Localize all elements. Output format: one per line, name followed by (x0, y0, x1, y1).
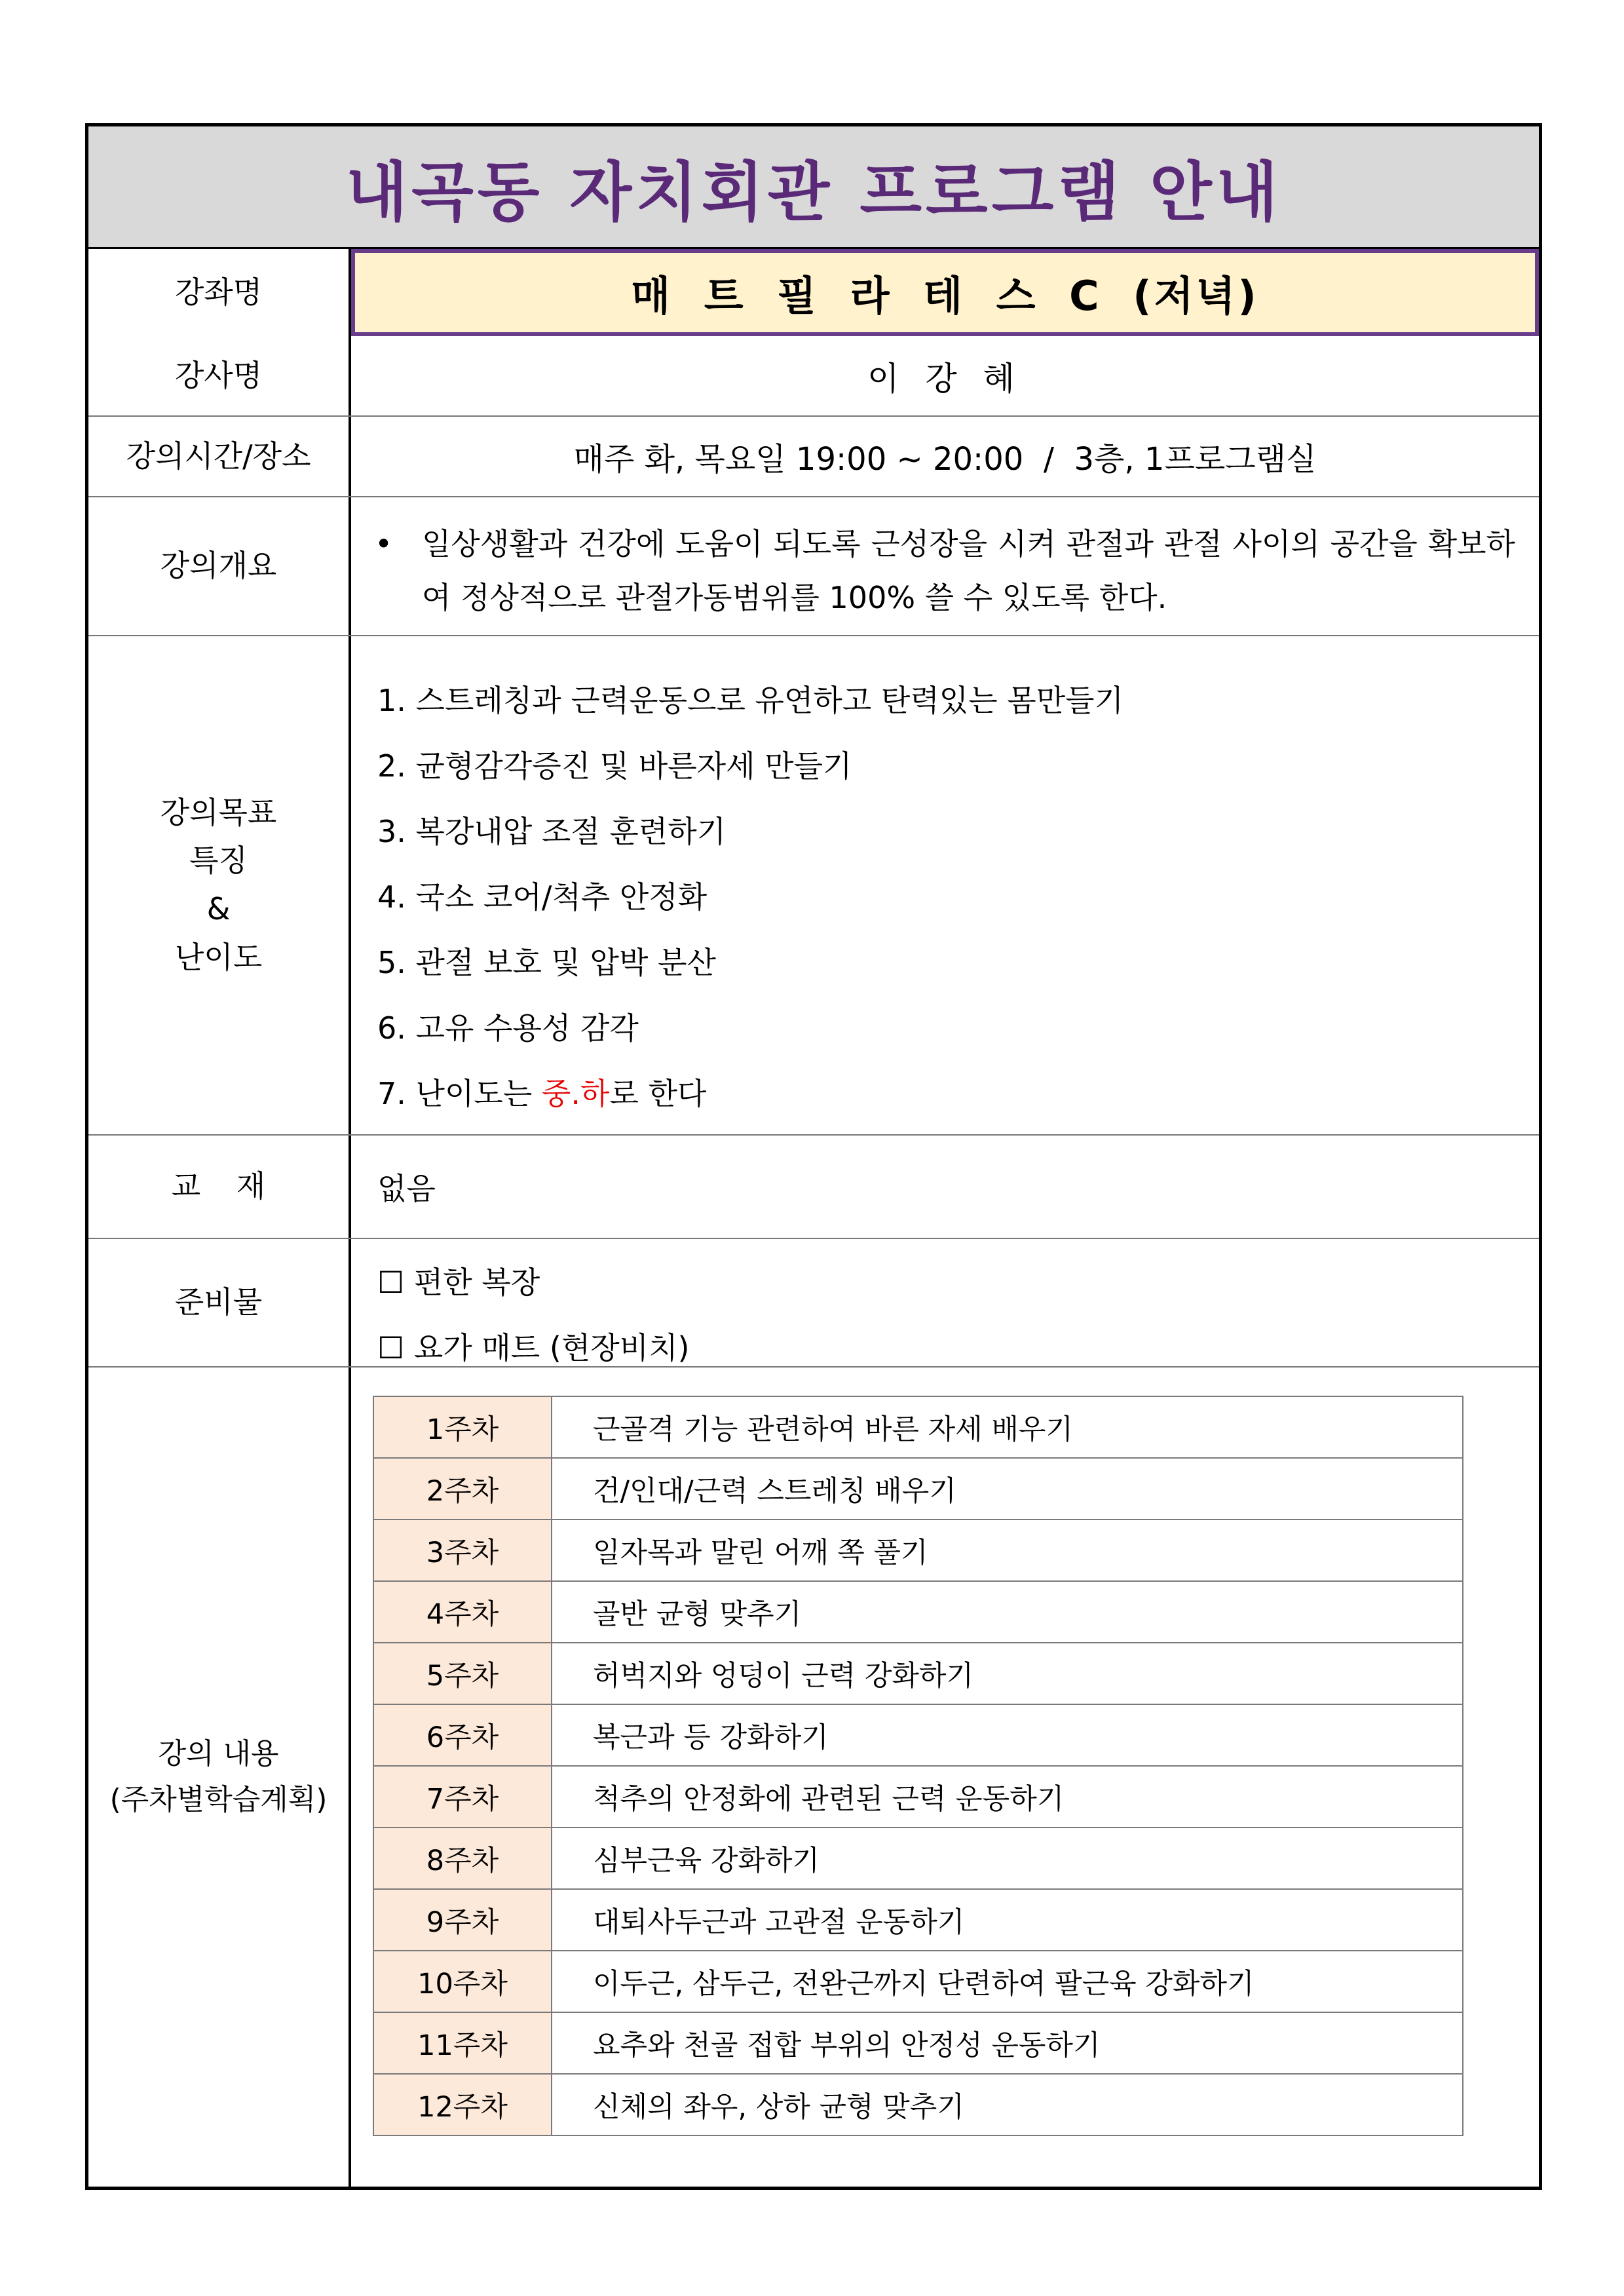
week-row (373, 1581, 1463, 1643)
program-sheet (85, 123, 1542, 2190)
week-row (373, 1889, 1463, 1951)
textbook-label (88, 1136, 351, 1238)
week-number: 4주차 (373, 1581, 552, 1643)
week-topic: 신체의 좌우, 상하 균형 맞추기 (552, 2074, 1463, 2135)
goal-item: 6. 고유 수용성 감각 (377, 1010, 639, 1046)
course-label: 강좌명 (88, 249, 351, 336)
instructor-name: 이 강 혜 (867, 359, 1023, 398)
title-bar (88, 126, 1539, 249)
difficulty-level: 중.하 (541, 1076, 610, 1111)
row-goals (88, 636, 1539, 1136)
week-number: 9주차 (373, 1889, 552, 1951)
goal-item: 4. 국소 코어/척추 안정화 (377, 879, 708, 915)
week-number: 1주차 (373, 1396, 552, 1458)
textbook-value: 없음 (377, 1171, 436, 1206)
week-topic: 복근과 등 강화하기 (552, 1704, 1463, 1766)
instructor-cell (351, 336, 1539, 415)
row-textbook (88, 1136, 1539, 1239)
goal-item: 3. 복강내압 조절 훈련하기 (377, 814, 727, 849)
week-number: 5주차 (373, 1643, 552, 1704)
week-number: 11주차 (373, 2012, 552, 2074)
overview-bullet: • (375, 526, 393, 562)
week-topic: 이두근, 삼두근, 전완근까지 단련하여 팔근육 강화하기 (552, 1951, 1463, 2012)
row-content (88, 1368, 1539, 2187)
goals-label-line: & (206, 891, 231, 927)
goals-label-line: 난이도 (174, 939, 263, 975)
week-number: 2주차 (373, 1458, 552, 1520)
instructor-label: 강사명 (88, 336, 351, 415)
week-row (373, 1766, 1463, 1827)
overview-cell (351, 497, 1539, 635)
row-overview (88, 497, 1539, 636)
week-row (373, 1704, 1463, 1766)
difficulty-prefix: 7. 난이도는 (377, 1076, 542, 1111)
prep-cell (351, 1239, 1539, 1366)
row-prep (88, 1239, 1539, 1368)
week-row (373, 1643, 1463, 1704)
weekly-plan-table (373, 1396, 1463, 2136)
goals-label (88, 636, 351, 1134)
week-topic: 심부근육 강화하기 (552, 1827, 1463, 1889)
week-row (373, 1396, 1463, 1458)
week-row (373, 2012, 1463, 2074)
week-number: 7주차 (373, 1766, 552, 1827)
prep-item: ☐ 요가 매트 (현장비치) (377, 1330, 690, 1366)
schedule-value: 매주 화, 목요일 19:00 ~ 20:00 / 3층, 1프로그램실 (573, 441, 1317, 478)
week-topic: 근골격 기능 관련하여 바른 자세 배우기 (552, 1396, 1463, 1458)
week-topic: 척추의 안정화에 관련된 근력 운동하기 (552, 1766, 1463, 1827)
row-course (88, 249, 1539, 336)
week-number: 3주차 (373, 1520, 552, 1581)
goal-item: 1. 스트레칭과 근력운동으로 유연하고 탄력있는 몸만들기 (377, 683, 1124, 718)
goal-item: 2. 균형감각증진 및 바른자세 만들기 (377, 748, 852, 784)
goals-cell (351, 636, 1539, 1134)
week-topic: 건/인대/근력 스트레칭 배우기 (552, 1458, 1463, 1520)
week-row (373, 2074, 1463, 2135)
week-topic: 요추와 천골 접합 부위의 안정성 운동하기 (552, 2012, 1463, 2074)
content-label-line: 강의 내용 (158, 1736, 279, 1770)
week-row (373, 1827, 1463, 1889)
goals-list (351, 636, 1539, 1126)
difficulty-suffix: 로 한다 (609, 1076, 707, 1111)
content-label-line: (주차별학습계획) (109, 1783, 328, 1816)
goals-label-line: 강의목표 (160, 794, 277, 830)
week-row (373, 1520, 1463, 1581)
content-cell (351, 1368, 1539, 2187)
week-row (373, 1951, 1463, 2012)
week-row (373, 1458, 1463, 1520)
page-title: 내곡동 자치회관 프로그램 안내 (345, 155, 1282, 230)
textbook-cell (351, 1136, 1539, 1238)
row-instructor (88, 336, 1539, 417)
textbook-label-text: 교 재 (171, 1168, 266, 1204)
goals-label-line: 특징 (189, 843, 248, 879)
schedule-label: 강의시간/장소 (88, 417, 351, 496)
row-schedule (88, 417, 1539, 497)
goal-item: 5. 관절 보호 및 압박 분산 (377, 945, 716, 980)
week-number: 12주차 (373, 2074, 552, 2135)
week-topic: 일자목과 말린 어깨 쪽 풀기 (552, 1520, 1463, 1581)
schedule-cell (351, 417, 1539, 496)
week-topic: 대퇴사두근과 고관절 운동하기 (552, 1889, 1463, 1951)
course-name: 매 트 필 라 테 스 C (저녁) (631, 272, 1259, 320)
week-number: 8주차 (373, 1827, 552, 1889)
prep-label: 준비물 (88, 1239, 351, 1366)
course-name-box (351, 249, 1539, 336)
prep-item: ☐ 편한 복장 (377, 1265, 540, 1300)
content-label (88, 1368, 351, 2187)
week-number: 10주차 (373, 1951, 552, 2012)
week-topic: 골반 균형 맞추기 (552, 1581, 1463, 1643)
overview-label: 강의개요 (88, 497, 351, 635)
week-topic: 허벅지와 엉덩이 근력 강화하기 (552, 1643, 1463, 1704)
overview-text: 일상생활과 건강에 도움이 되도록 근성장을 시켜 관절과 관절 사이의 공간을 확보하여 정상적으로 관절가동범위를 100% 쓸 수 있도록 한다. (422, 526, 1515, 615)
week-number: 6주차 (373, 1704, 552, 1766)
goal-item-difficulty (377, 1061, 1539, 1126)
